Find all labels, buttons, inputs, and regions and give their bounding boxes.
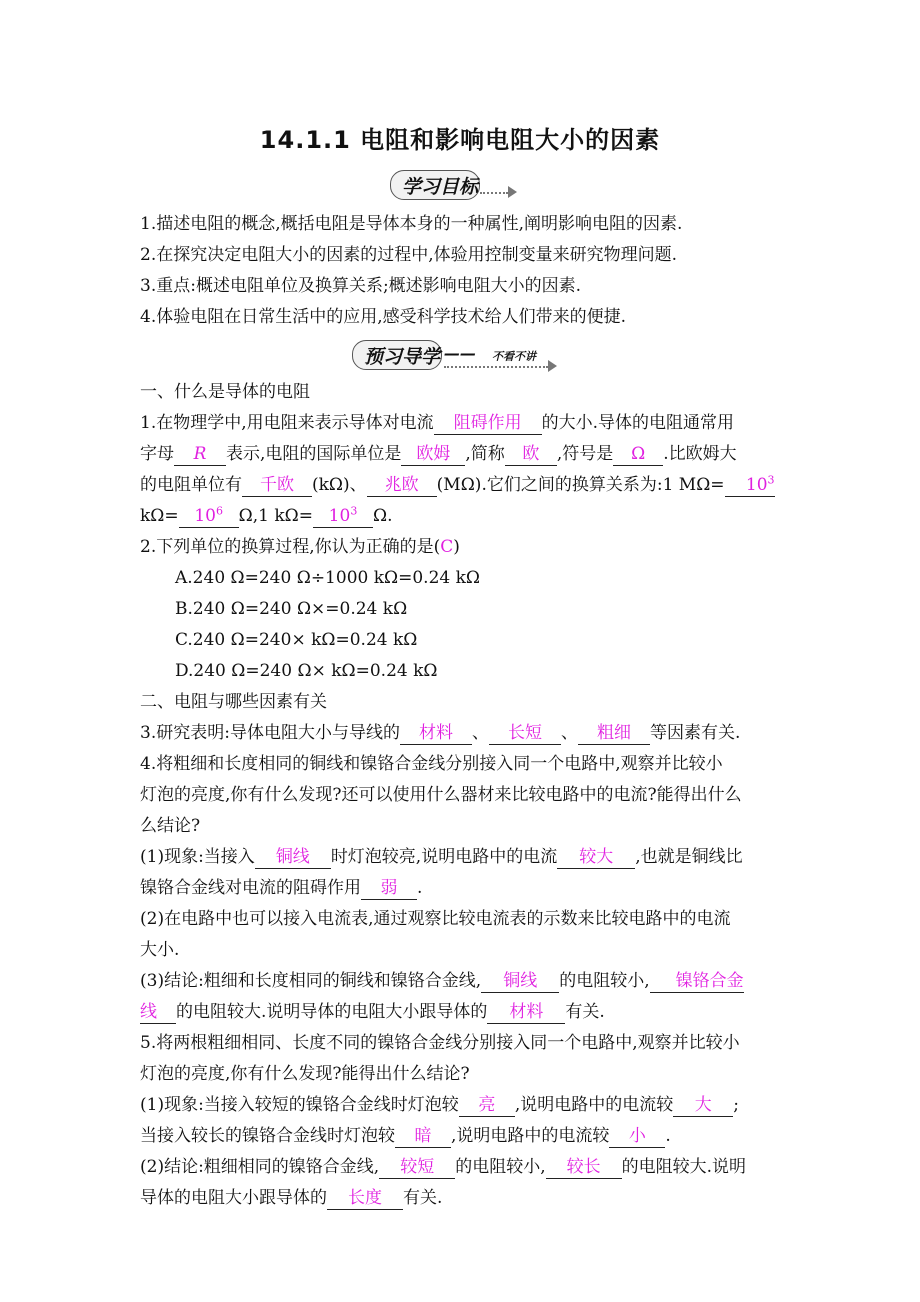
text: 2.下列单位的换算过程,你认为正确的是(: [140, 537, 441, 557]
section-heading: 二、电阻与哪些因素有关: [140, 692, 327, 712]
answer-blank: 大: [673, 1094, 733, 1117]
answer-blank: 线: [140, 1001, 176, 1024]
question-4-line: [140, 876, 422, 900]
text: 的电阻较大.说明导体的电阻大小跟导体的: [176, 1002, 488, 1022]
text: (1)现象:当接入较短的镍铬合金线时灯泡较: [140, 1095, 459, 1115]
text: 的电阻较小,: [455, 1157, 546, 1177]
question-4-line: [140, 969, 744, 993]
banner-preview-sub: 不看不讲: [492, 350, 536, 363]
text: (2)结论:粗细相同的镍铬合金线,: [140, 1157, 380, 1177]
text: ;: [733, 1095, 739, 1115]
question-4-line: (2)在电路中也可以接入电流表,通过观察比较电流表的示数来比较电路中的电流: [140, 909, 731, 929]
answer-blank: 材料: [400, 722, 472, 745]
question-2-stem: [140, 535, 460, 559]
text: (1)现象:当接入: [140, 847, 255, 867]
choice-option: B.240 Ω=240 Ω×=0.24 kΩ: [175, 599, 408, 619]
text: kΩ=: [140, 506, 179, 526]
question-4-line: [140, 1000, 605, 1024]
question-5-line: [140, 1155, 746, 1179]
text: (MΩ).它们之间的换算关系为:1 MΩ=: [436, 475, 725, 495]
choice-option: D.240 Ω=240 Ω× kΩ=0.24 kΩ: [175, 661, 438, 681]
text: .: [417, 878, 423, 898]
question-1-line: [140, 411, 734, 435]
question-5-line: 灯泡的亮度,你有什么发现?能得出什么结论?: [140, 1064, 470, 1084]
answer-blank: 长短: [489, 722, 561, 745]
choice-option: A.240 Ω=240 Ω÷1000 kΩ=0.24 kΩ: [175, 568, 481, 588]
text: Ω,1 kΩ=: [238, 506, 313, 526]
question-4-line: [140, 845, 743, 869]
text: 10: [745, 475, 768, 495]
text: 有关.: [565, 1002, 605, 1022]
answer-blank: 镍铬合金: [650, 970, 744, 993]
answer-blank: R: [174, 443, 226, 466]
answer-blank: [179, 505, 239, 528]
question-5-line: [140, 1124, 671, 1148]
answer-blank: 弱: [361, 877, 417, 900]
text: 1.在物理学中,用电阻来表示导体对电流: [140, 413, 434, 433]
banner-dash: ——: [444, 344, 476, 363]
question-5-line: 5.将两根粗细相同、长度不同的镍铬合金线分别接入同一个电路中,观察并比较小: [140, 1033, 740, 1053]
text: ): [453, 537, 460, 557]
banner-goals-label: 学习目标: [402, 176, 479, 198]
text: 、: [560, 723, 578, 743]
text: 6: [215, 504, 223, 518]
question-1-line: [140, 442, 737, 466]
answer-blank: 亮: [459, 1094, 515, 1117]
text: ,说明电路中的电流较: [451, 1126, 610, 1146]
text: 3.研究表明:导体电阻大小与导线的: [140, 723, 400, 743]
question-1-line: [140, 504, 393, 528]
text: .: [665, 1126, 671, 1146]
text: 、: [471, 723, 489, 743]
text: 镍铬合金线对电流的阻碍作用: [140, 878, 361, 898]
text: 时灯泡较亮,说明电路中的电流: [330, 847, 558, 867]
text: 3: [350, 504, 358, 518]
answer-blank: 粗细: [578, 722, 650, 745]
text: 当接入较长的镍铬合金线时灯泡较: [140, 1126, 395, 1146]
text: 字母: [140, 444, 174, 464]
text: 的电阻单位有: [140, 475, 242, 495]
text: (kΩ)、: [312, 475, 367, 495]
arrow-right-icon: [508, 186, 517, 198]
question-3-line: [140, 721, 740, 745]
goal-item: 2.在探究决定电阻大小的因素的过程中,体验用控制变量来研究物理问题.: [140, 245, 678, 265]
question-4-line: 4.将粗细和长度相同的铜线和镍铬合金线分别接入同一个电路中,观察并比较小: [140, 754, 723, 774]
answer-blank: [725, 474, 775, 497]
text: 的电阻较小,: [559, 971, 650, 991]
question-5-line: [140, 1093, 739, 1117]
section-banner-goals: [390, 170, 530, 204]
text: ,符号是: [556, 444, 614, 464]
banner-preview-label: 预习导学: [364, 346, 441, 368]
goal-item: 3.重点:概述电阻单位及换算关系;概述影响电阻大小的因素.: [140, 276, 582, 296]
banner-dots: [444, 366, 548, 368]
answer-blank: 材料: [487, 1001, 565, 1024]
answer-blank: 长度: [327, 1187, 403, 1210]
answer-blank: 欧: [505, 443, 557, 466]
text: ,也就是铜线比: [635, 847, 743, 867]
answer-blank: 千欧: [242, 474, 312, 497]
question-1-line: [140, 473, 775, 497]
text: 等因素有关.: [649, 723, 741, 743]
text: 10: [194, 506, 216, 526]
page-title: 14.1.1 电阻和影响电阻大小的因素: [259, 126, 661, 154]
section-banner-preview: [352, 340, 582, 374]
answer-blank: 较大: [557, 846, 635, 869]
text: 表示,电阻的国际单位是: [226, 444, 402, 464]
text: (3)结论:粗细和长度相同的铜线和镍铬合金线,: [140, 971, 482, 991]
question-4-line: 大小.: [140, 940, 180, 960]
text: 3: [767, 473, 775, 487]
answer-blank: 较短: [379, 1156, 455, 1179]
arrow-right-icon: [548, 360, 557, 372]
answer-blank: 小: [609, 1125, 665, 1148]
text: 有关.: [403, 1188, 443, 1208]
question-4-line: 么结论?: [140, 816, 201, 836]
answer-blank: Ω: [613, 443, 663, 466]
text: ,说明电路中的电流较: [514, 1095, 674, 1115]
section-heading: 一、什么是导体的电阻: [140, 382, 310, 402]
answer-blank: [313, 505, 373, 528]
answer-blank: 阻碍作用: [434, 412, 542, 435]
banner-dots: [480, 192, 508, 194]
goal-item: 4.体验电阻在日常生活中的应用,感受科学技术给人们带来的便捷.: [140, 307, 627, 327]
text: 的大小.导体的电阻通常用: [541, 413, 735, 433]
text: 的电阻较大.说明: [621, 1157, 747, 1177]
text: .比欧姆大: [663, 444, 737, 464]
answer-blank: 欧姆: [401, 443, 465, 466]
text: ,简称: [465, 444, 505, 464]
answer-blank: 兆欧: [367, 474, 437, 497]
text: 导体的电阻大小跟导体的: [140, 1188, 327, 1208]
text: Ω.: [373, 506, 393, 526]
question-5-line: [140, 1186, 442, 1210]
question-4-line: 灯泡的亮度,你有什么发现?还可以使用什么器材来比较电路中的电流?能得出什么: [140, 785, 742, 805]
choice-option: C.240 Ω=240× kΩ=0.24 kΩ: [175, 630, 418, 650]
answer-blank: 暗: [395, 1125, 451, 1148]
choice-answer: C: [440, 537, 454, 557]
answer-blank: 铜线: [481, 970, 559, 993]
text: 10: [328, 506, 351, 526]
answer-blank: 铜线: [255, 846, 331, 869]
answer-blank: 较长: [546, 1156, 622, 1179]
goal-item: 1.描述电阻的概念,概括电阻是导体本身的一种属性,阐明影响电阻的因素.: [140, 214, 683, 234]
